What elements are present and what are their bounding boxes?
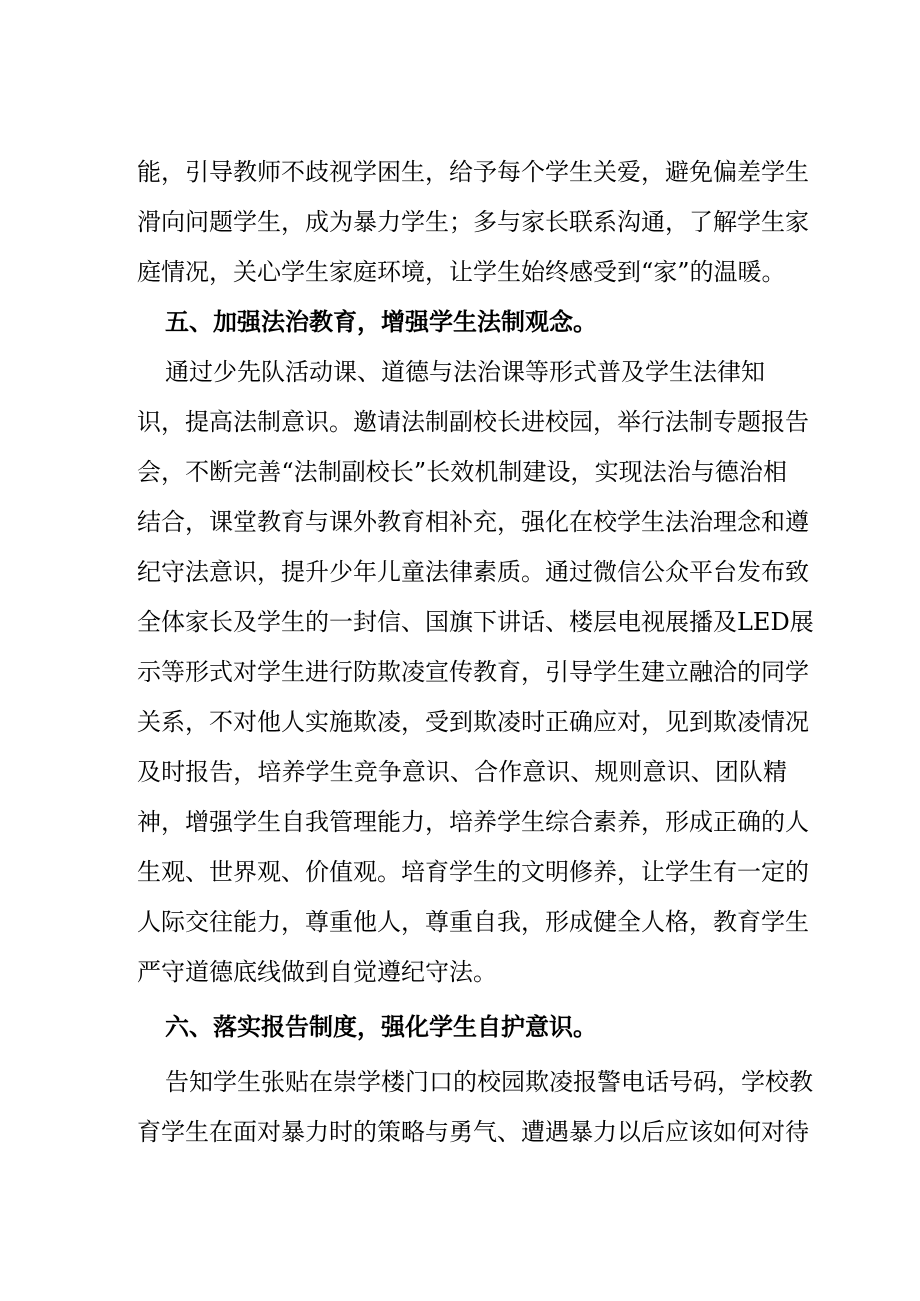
paragraph-line: 人际交往能力，尊重他人，尊重自我，形成健全人格，教育学生 — [137, 908, 809, 936]
section-heading-6: 六、落实报告制度，强化学生自护意识。 — [165, 1013, 597, 1041]
paragraph-line: 通过少先队活动课、道德与法治课等形式普及学生法律知 — [165, 358, 765, 386]
paragraph-line: 育学生在面对暴力时的策略与勇气、遭遇暴力以后应该如何对待 — [137, 1118, 809, 1146]
paragraph-line: 庭情况，关心学生家庭环境，让学生始终感受到“家”的温暖。 — [137, 258, 786, 286]
paragraph-line: 会，不断完善“法制副校长”长效机制建设，实现法治与德治相 — [137, 458, 787, 486]
paragraph-line: 全体家长及学生的一封信、国旗下讲话、楼层电视展播及LED展 — [137, 608, 814, 636]
paragraph-line: 关系，不对他人实施欺凌，受到欺凌时正确应对，见到欺凌情况 — [137, 708, 809, 736]
paragraph-line: 严守道德底线做到自觉遵纪守法。 — [137, 958, 497, 986]
paragraph-line: 识，提高法制意识。邀请法制副校长进校园，举行法制专题报告 — [137, 408, 809, 436]
paragraph-line: 示等形式对学生进行防欺凌宣传教育，引导学生建立融洽的同学 — [137, 658, 809, 686]
paragraph-line: 及时报告，培养学生竞争意识、合作意识、规则意识、团队精 — [137, 758, 787, 786]
paragraph-line: 生观、世界观、价值观。培育学生的文明修养，让学生有一定的 — [137, 858, 809, 886]
section-heading-5: 五、加强法治教育，增强学生法制观念。 — [165, 308, 597, 336]
paragraph-line: 结合，课堂教育与课外教育相补充，强化在校学生法治理念和遵 — [137, 508, 809, 536]
paragraph-line: 能，引导教师不歧视学困生，给予每个学生关爱，避免偏差学生 — [137, 158, 809, 186]
paragraph-line: 神，增强学生自我管理能力，培养学生综合素养，形成正确的人 — [137, 808, 809, 836]
paragraph-line: 纪守法意识，提升少年儿童法律素质。通过微信公众平台发布致 — [137, 558, 809, 586]
paragraph-line: 告知学生张贴在崇学楼门口的校园欺凌报警电话号码，学校教 — [165, 1068, 813, 1096]
paragraph-line: 滑向问题学生，成为暴力学生；多与家长联系沟通，了解学生家 — [137, 208, 809, 236]
